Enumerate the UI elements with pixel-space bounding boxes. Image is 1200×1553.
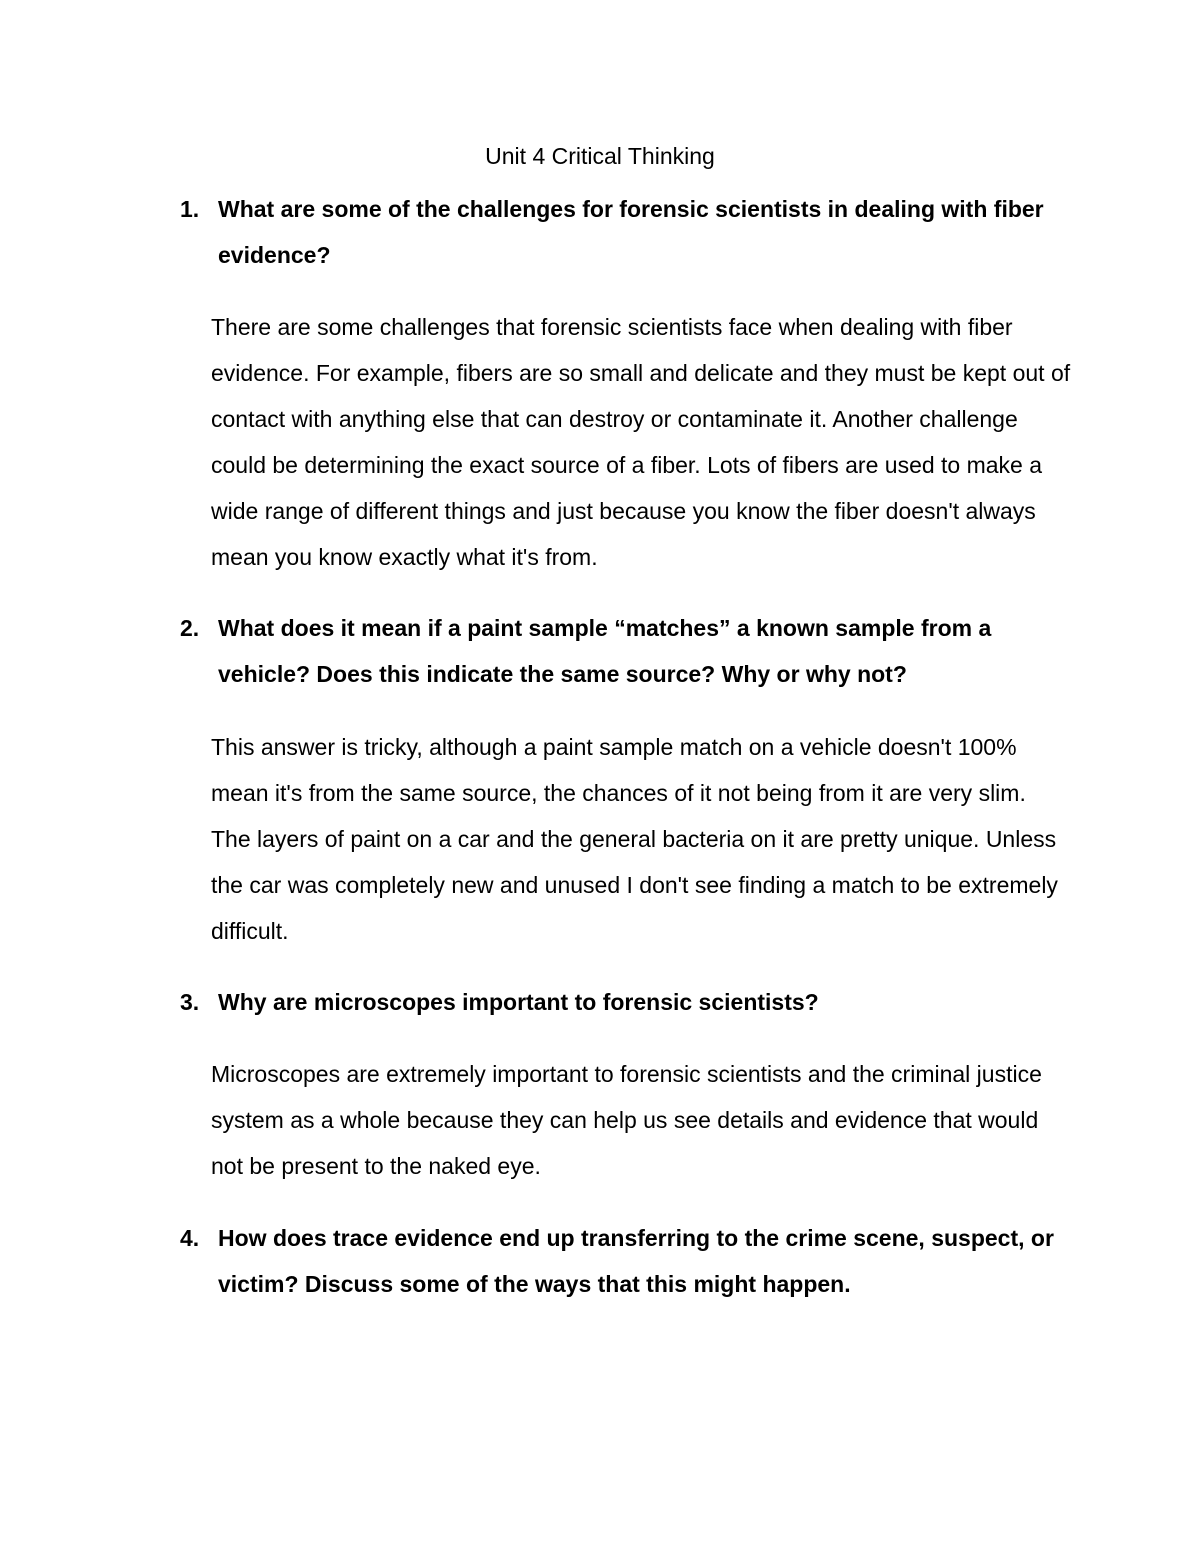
question-1-text: What are some of the challenges for forensic scientists in dealing with fiber evidence? <box>218 196 1044 268</box>
question-3-text: Why are microscopes important to forensic scientists? <box>218 989 819 1015</box>
answer-3: Microscopes are extremely important to forensic scientists and the criminal justice system as a whole because they can help us see details and evidence that would not be present to the naked eye. <box>211 1061 1042 1179</box>
question-3 <box>180 979 1060 1025</box>
document-title: Unit 4 Critical Thinking <box>485 143 715 169</box>
question-4-number: 4. <box>180 1225 200 1251</box>
question-4-text: How does trace evidence end up transferring to the crime scene, suspect, or victim? Discuss some of the ways that this might happen. <box>218 1225 1054 1297</box>
question-3-number: 3. <box>180 989 200 1015</box>
question-1-number: 1. <box>180 196 200 222</box>
question-4 <box>180 1215 1060 1307</box>
question-2-number: 2. <box>180 615 200 641</box>
question-2 <box>180 605 1060 697</box>
question-1 <box>180 186 1060 278</box>
answer-2: This answer is tricky, although a paint sample match on a vehicle doesn't 100% mean it's from the same source, the chances of it not being from it are very slim. The layers of paint on a car and the general bacteria on it are pretty unique. Unless the car was completely new and unused I don't see finding a match to be extremely difficult. <box>211 734 1058 944</box>
answer-1: There are some challenges that forensic scientists face when dealing with fiber evidence. For example, fibers are so small and delicate and they must be kept out of contact with anything else that can destroy or contaminate it. Another challenge could be determining the exact source of a fiber. Lots of fibers are used to make a wide range of different things and just because you know the fiber doesn't always mean you know exactly what it's from. <box>211 314 1071 570</box>
question-2-text: What does it mean if a paint sample “matches” a known sample from a vehicle? Does this indicate the same source? Why or why not? <box>218 615 992 687</box>
